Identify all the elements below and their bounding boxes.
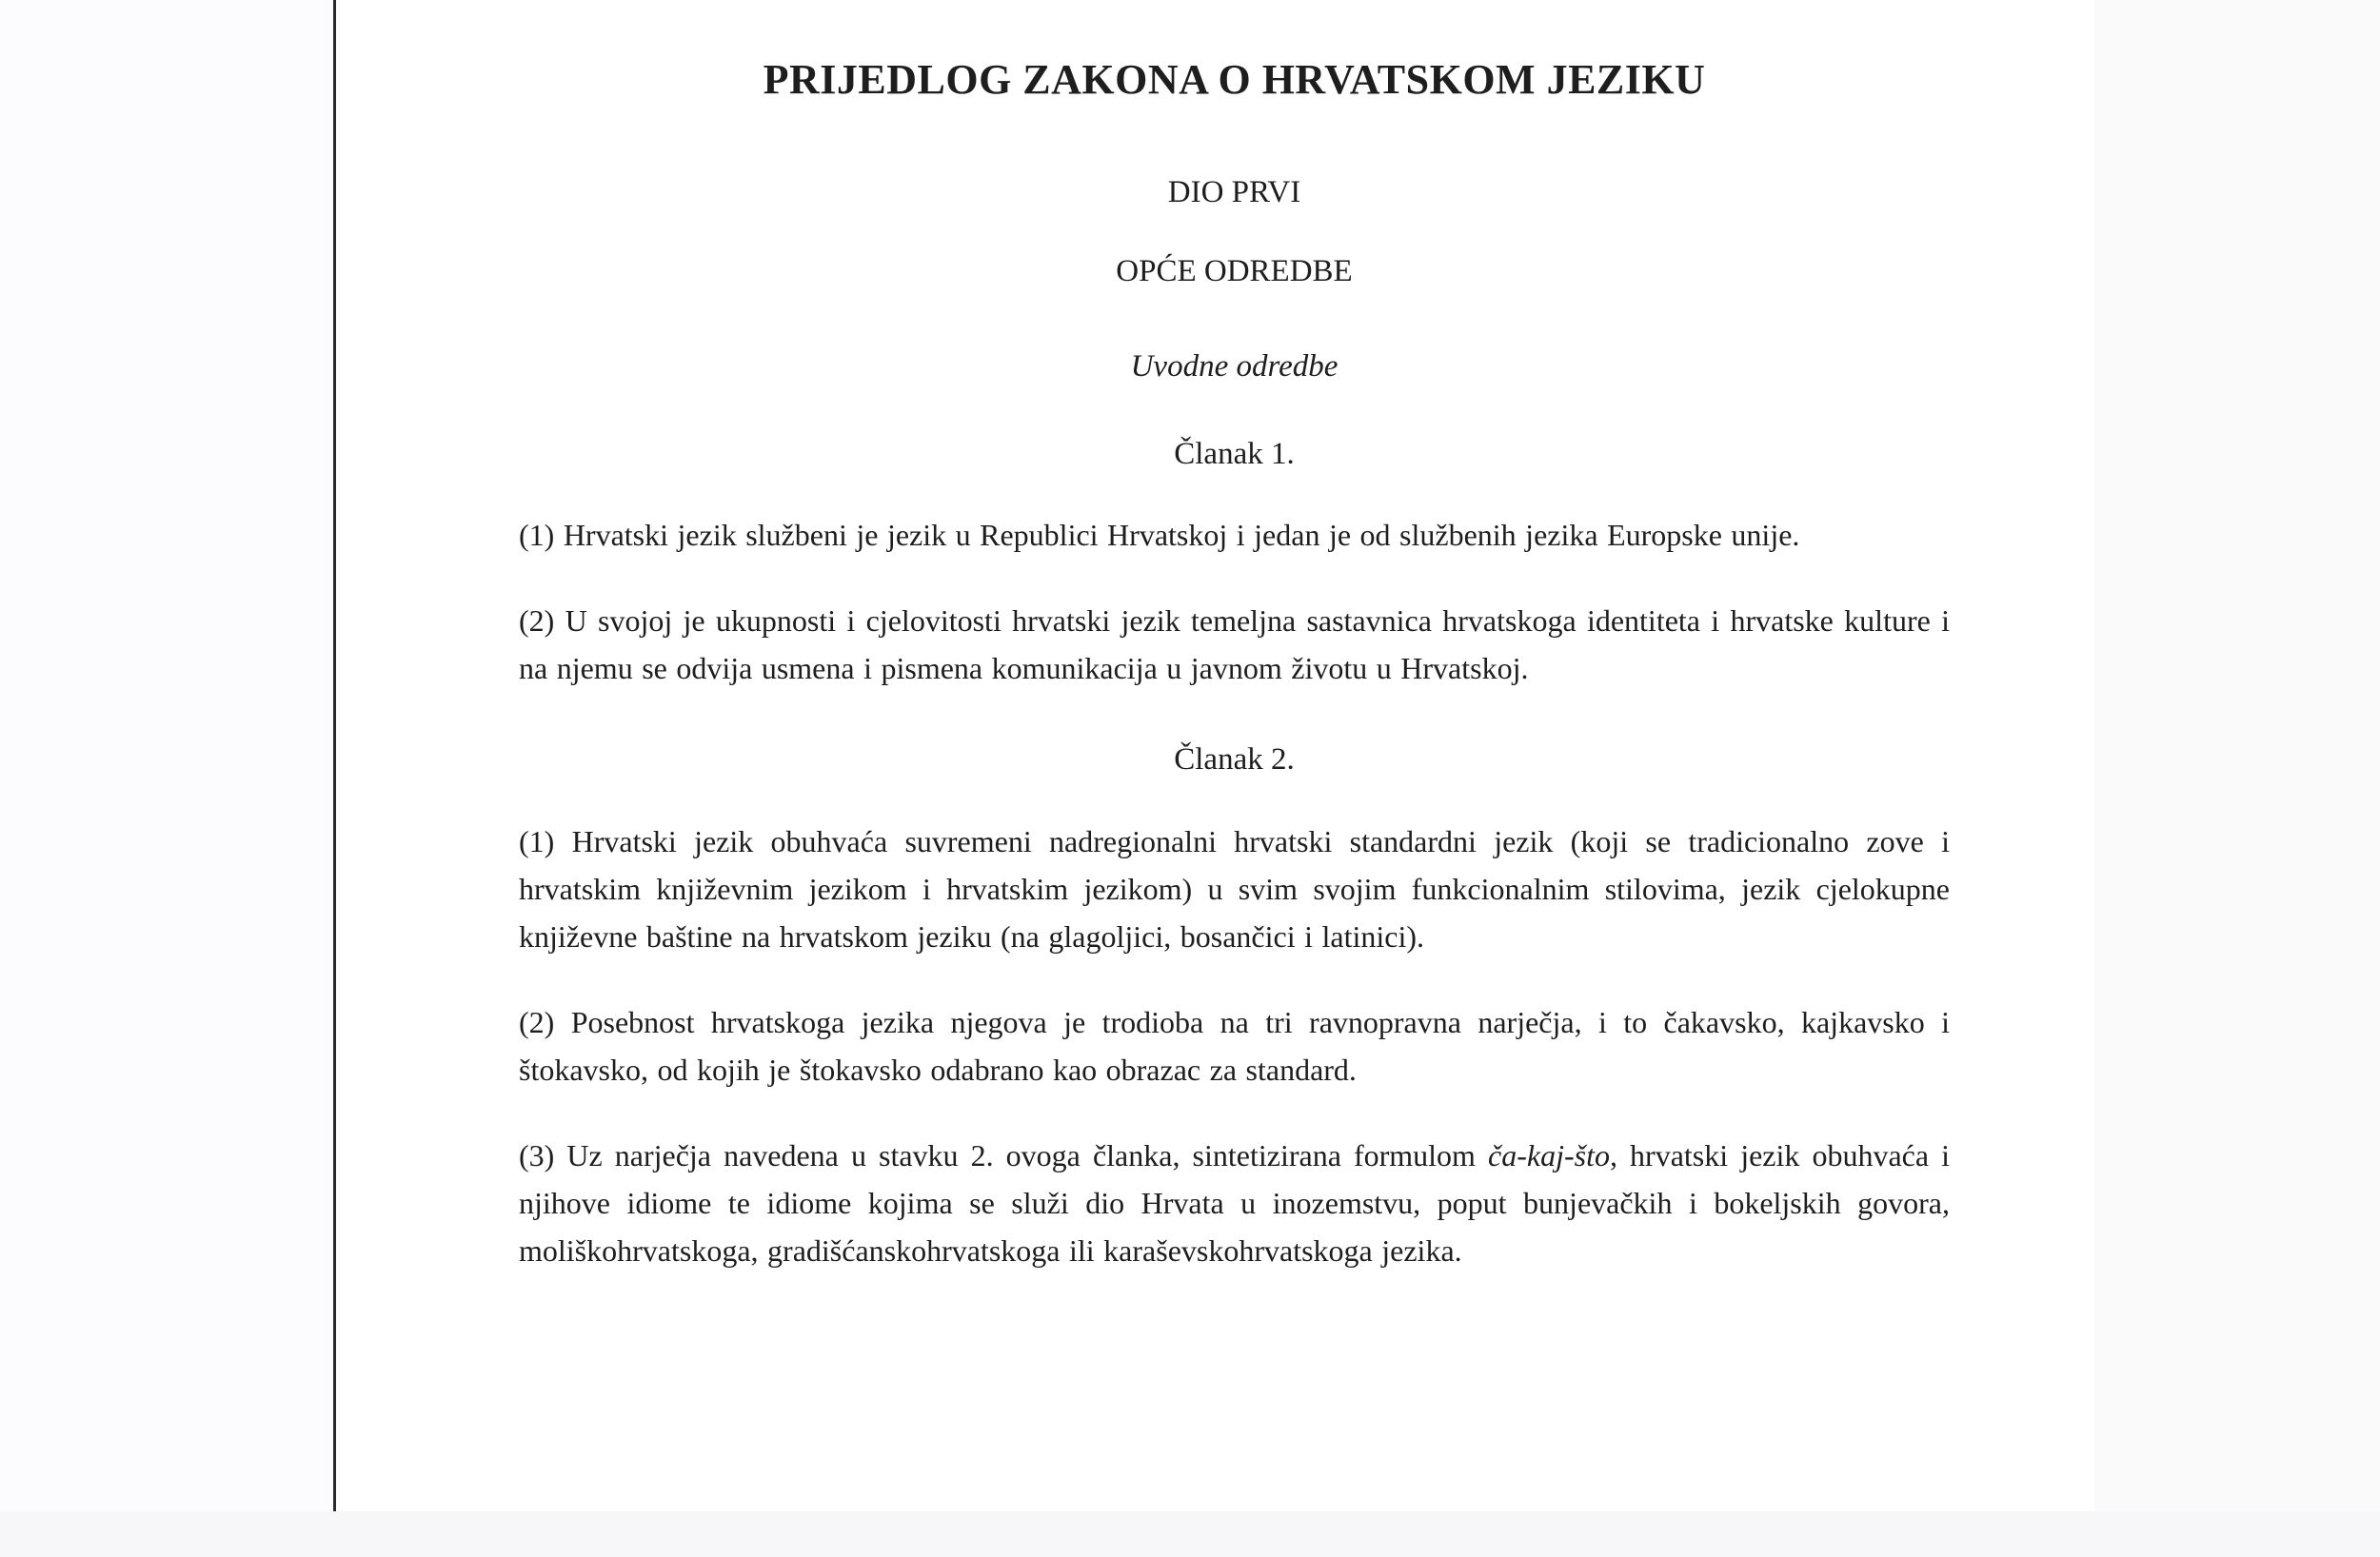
article-1-paragraph-1: (1) Hrvatski jezik službeni je jezik u Republici Hrvatskoj i jedan je od službenih jezika Europske unije.	[519, 518, 1800, 553]
bottom-band	[0, 1511, 2380, 1557]
chapter-heading: OPĆE ODREDBE	[1116, 254, 1353, 289]
article-1-paragraph-2: (2) U svojoj je ukupnosti i cjelovitosti hrvatski jezik temeljna sastavnica hrvatskoga identiteta i hrvatske kulture i na njemu se odvija usmena i pismena komunikacija u javnom životu u Hrvatskoj.	[519, 603, 1950, 686]
article-2-paragraph-3	[519, 1132, 1950, 1274]
document-page	[336, 0, 2094, 1511]
right-margin-band	[2094, 0, 2380, 1511]
article-2-paragraph-2: (2) Posebnost hrvatskoga jezika njegova je trodioba na tri ravnopravna narječja, i to čakavsko, kajkavsko i štokavsko, od kojih je štokavsko odabrano kao obrazac za standard.	[519, 1004, 1950, 1087]
article-1-heading: Članak 1.	[1174, 436, 1295, 471]
article-2-paragraph-1: (1) Hrvatski jezik obuhvaća suvremeni nadregionalni hrvatski standardni jezik (koji se tradicionalno zove i hrvatskim književnim jezikom i hrvatskim jezikom) u svim svojim funkcionalnim stilovima, jezik cjelokupne književne baštine na hrvatskom jeziku (na glagoljici, bosančici i latinici).	[519, 823, 1950, 954]
document-title: PRIJEDLOG ZAKONA O HRVATSKOM JEZIKU	[763, 56, 1706, 103]
page-content	[336, 55, 2094, 1274]
section-subtitle: Uvodne odredbe	[1130, 348, 1339, 384]
left-margin-area	[0, 0, 333, 1511]
article-2-paragraph-3-text-start: (3) Uz narječja navedena u stavku 2. ovoga članka, sintetizirana formulom	[519, 1137, 1489, 1173]
part-heading: DIO PRVI	[1167, 174, 1301, 209]
article-2-paragraph-3-text-end: , hrvatski jezik obuhvaća i njihove idiome te idiome kojima se služi dio Hrvata u inozemstvu, poput bunjevačkih i bokeljskih govora, moliškohrvatskoga, gradišćanskohrvatskoga ili karaševskohrvatskoga jezika.	[519, 1137, 1951, 1268]
article-2-heading: Članak 2.	[1174, 742, 1295, 778]
article-2-paragraph-3-italic-formula: ča-kaj-što	[1488, 1137, 1610, 1173]
